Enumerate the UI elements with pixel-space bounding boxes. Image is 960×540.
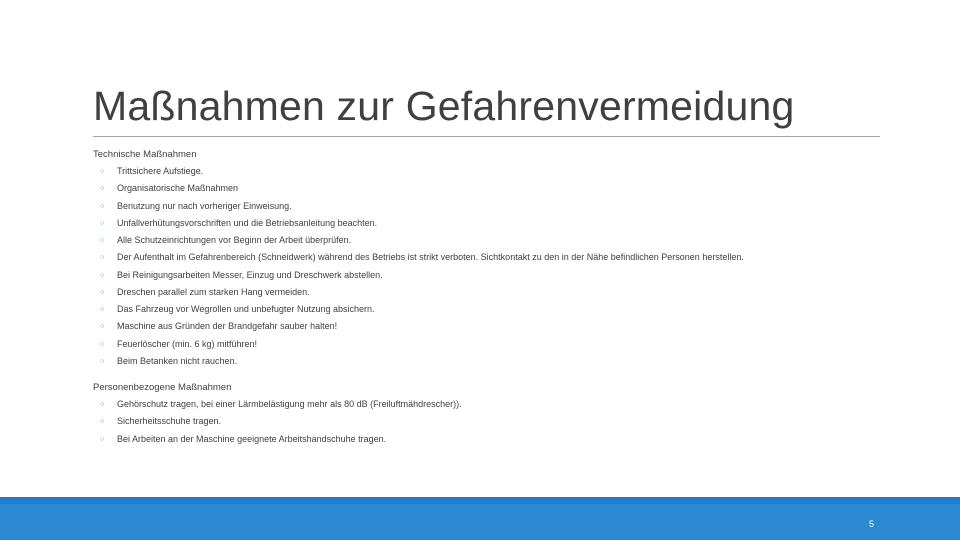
- bullet-icon: ○: [100, 185, 105, 193]
- list-item-text: Bei Reinigungsarbeiten Messer, Einzug und Dreschwerk abstellen.: [117, 269, 383, 280]
- list-item: [100, 353, 744, 370]
- list-item: [100, 198, 744, 215]
- list-item: [100, 163, 744, 180]
- slide-title: Maßnahmen zur Gefahrenvermeidung: [93, 83, 795, 129]
- footer-bar: [0, 504, 960, 540]
- list-item-text: Dreschen parallel zum starken Hang vermeiden.: [117, 286, 310, 297]
- list-item-text: Sicherheitsschuhe tragen.: [117, 416, 222, 427]
- personal-measures-list: [100, 396, 462, 448]
- bullet-icon: ○: [100, 418, 105, 426]
- bullet-icon: ○: [100, 435, 105, 443]
- bullet-icon: ○: [100, 306, 105, 313]
- list-item-text: Feuerlöscher (min. 6 kg) mitführen!: [117, 338, 258, 349]
- bullet-icon: ○: [100, 323, 105, 331]
- list-item: [100, 431, 462, 448]
- list-item: [100, 232, 744, 249]
- list-item-text: Benutzung nur nach vorheriger Einweisung.: [117, 200, 292, 211]
- bullet-icon: ○: [100, 401, 105, 408]
- list-item: [100, 301, 744, 318]
- list-item-text: Das Fahrzeug vor Wegrollen und unbefugter Nutzung absichern.: [117, 304, 375, 314]
- bullet-icon: ○: [100, 357, 105, 365]
- list-item: [100, 336, 744, 353]
- title-divider: [93, 136, 880, 137]
- list-item: [100, 396, 462, 413]
- list-item-text: Der Aufenthalt im Gefahrenbereich (Schneidwerk) während des Betriebs ist strikt verboten. Sichtkontakt zu den in der Nähe befindlichen Personen herstellen.: [117, 252, 744, 263]
- list-item: [100, 318, 744, 335]
- list-item-text: Trittsichere Aufstiege.: [117, 166, 204, 176]
- technical-measures-list: [100, 163, 744, 370]
- bullet-icon: ○: [100, 219, 105, 227]
- footer-accent-band: [0, 497, 960, 504]
- list-item: [100, 267, 744, 284]
- section-heading-personal: Personenbezogene Maßnahmen: [93, 382, 232, 393]
- page-number: 5: [868, 519, 874, 529]
- bullet-icon: ○: [100, 254, 105, 262]
- section-heading-technical: Technische Maßnahmen: [93, 149, 197, 160]
- list-item-text: Beim Betanken nicht rauchen.: [117, 355, 238, 366]
- list-item: [100, 215, 744, 232]
- list-item: [100, 284, 744, 301]
- bullet-icon: ○: [100, 202, 105, 210]
- list-item-text: Bei Arbeiten an der Maschine geeignete Arbeitshandschuhe tragen.: [117, 433, 387, 444]
- list-item-text: Maschine aus Gründen der Brandgefahr sauber halten!: [117, 321, 338, 332]
- bullet-icon: ○: [100, 271, 105, 279]
- list-item-text: Alle Schutzeinrichtungen vor Beginn der Arbeit überprüfen.: [117, 235, 352, 245]
- list-item-text: Unfallverhütungsvorschriften und die Betriebsanleitung beachten.: [117, 217, 378, 228]
- bullet-icon: ○: [100, 288, 105, 296]
- bullet-icon: ○: [100, 168, 105, 175]
- list-item-text: Organisatorische Maßnahmen: [117, 183, 239, 194]
- bullet-icon: ○: [100, 237, 105, 244]
- bullet-icon: ○: [100, 340, 105, 348]
- list-item: [100, 249, 744, 266]
- list-item: [100, 180, 744, 197]
- list-item: [100, 413, 462, 430]
- list-item-text: Gehörschutz tragen, bei einer Lärmbelästigung mehr als 80 dB (Freiluftmähdrescher)).: [117, 399, 462, 409]
